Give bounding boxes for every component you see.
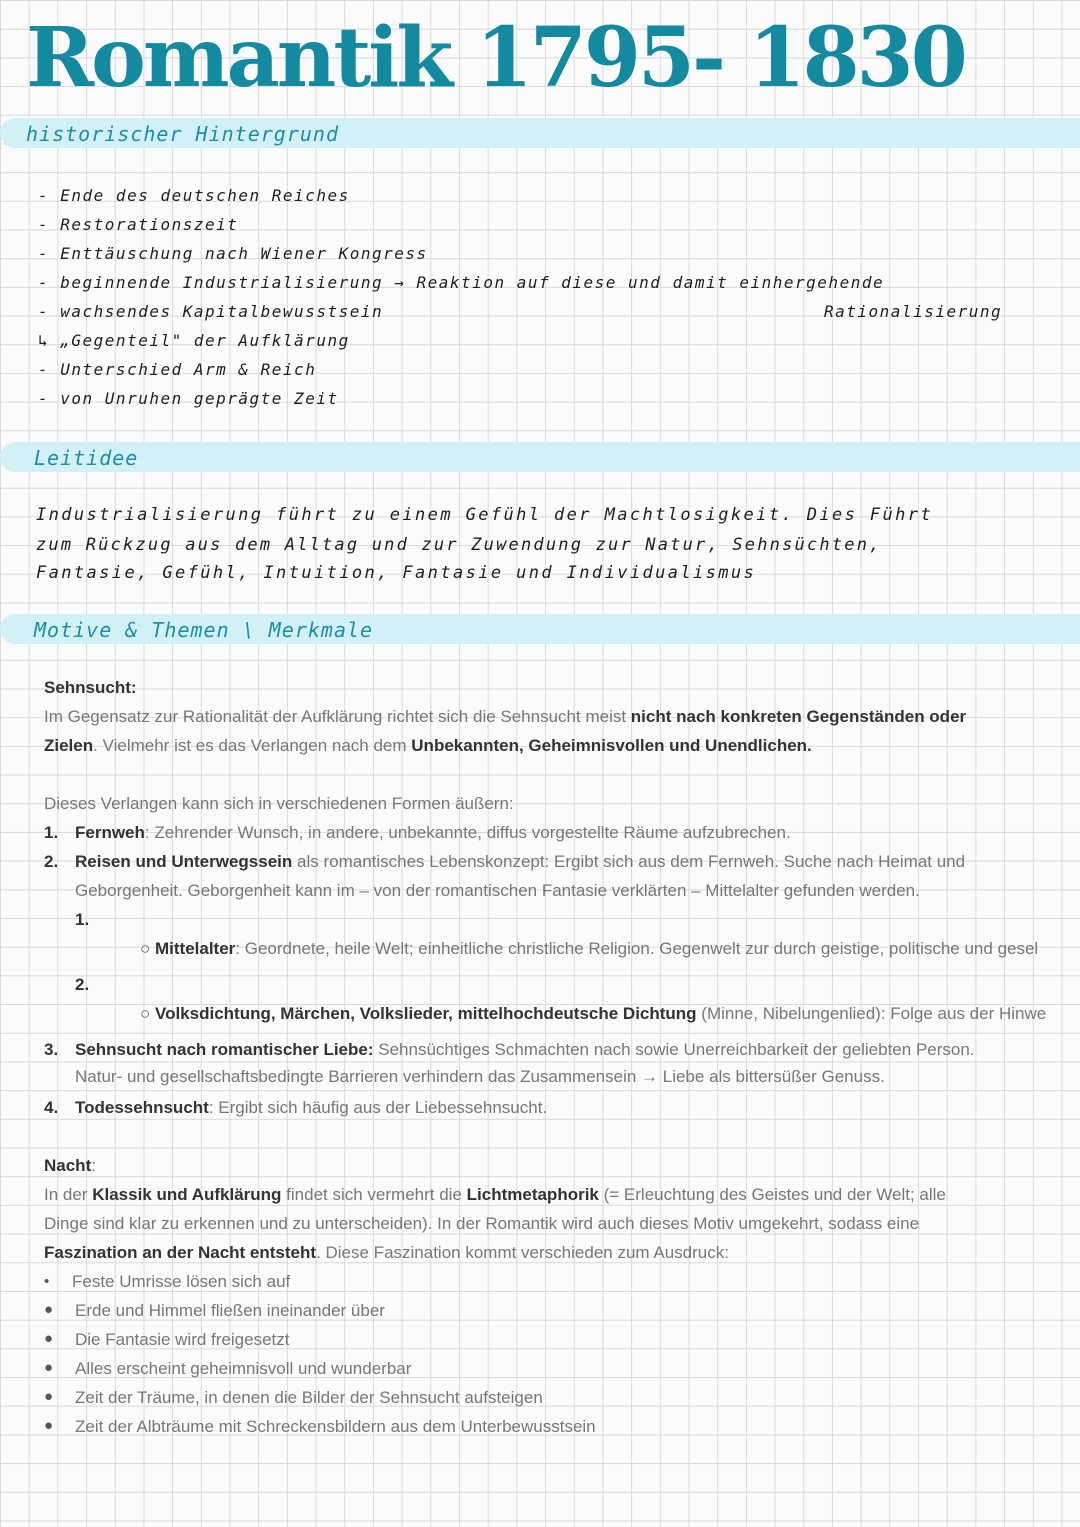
hist-item: - beginnende Industrialisierung → Reaktion auf diese und damit einhergehende	[38, 273, 885, 292]
list-number: 1.	[44, 823, 59, 842]
leitidee-line: zum Rückzug aus dem Alltag und zur Zuwendung zur Natur, Sehnsüchten,	[36, 535, 882, 555]
bullet-icon: ●	[44, 1417, 54, 1434]
leitidee-line: Fantasie, Gefühl, Intuition, Fantasie und Individualismus	[36, 563, 757, 583]
list-item-liebe-cont: Natur- und gesellschaftsbedingte Barrieren verhindern das Zusammensein → Liebe als bittersüßer Genuss.	[75, 1067, 885, 1086]
sublist-item-mittelalter: ○ Mittelalter: Geordnete, heile Welt; einheitliche christliche Religion. Gegenwelt zur durch geistige, politische und gesel	[140, 939, 1039, 958]
bullet-icon: ●	[44, 1301, 54, 1318]
nacht-bullet-item: Erde und Himmel fließen ineinander über	[75, 1301, 385, 1320]
sublist-number: 1.	[75, 910, 90, 929]
list-item-tod: Todessehnsucht: Ergibt sich häufig aus der Liebessehnsucht.	[75, 1098, 548, 1117]
nacht-paragraph-line: In der Klassik und Aufklärung findet sich vermehrt die Lichtmetaphorik (= Erleuchtung des Geistes und der Welt; alle	[44, 1185, 946, 1204]
section-heading-leitidee: Leitidee	[34, 446, 139, 470]
circle-bullet-icon: ○	[140, 939, 155, 958]
section-band-leitidee	[0, 442, 1080, 472]
list-number: 3.	[44, 1040, 59, 1059]
bullet-icon: ●	[44, 1330, 54, 1347]
hist-item: - von Unruhen geprägte Zeit	[38, 389, 339, 408]
nacht-paragraph-line: Faszination an der Nacht entsteht. Diese Faszination kommt verschieden zum Ausdruck:	[44, 1243, 729, 1262]
sehnsucht-intro: Dieses Verlangen kann sich in verschiedenen Formen äußern:	[44, 794, 514, 813]
hist-item: - Restorationszeit	[38, 215, 239, 234]
nacht-paragraph-line: Dinge sind klar zu erkennen und zu unterscheiden). In der Romantik wird auch dieses Motiv umgekehrt, sodass eine	[44, 1214, 920, 1233]
list-item-fernweh: Fernweh: Zehrender Wunsch, in andere, unbekannte, diffus vorgestellte Räume aufzubrechen.	[75, 823, 791, 842]
nacht-heading: Nacht:	[44, 1156, 96, 1175]
sehnsucht-paragraph-line: Im Gegensatz zur Rationalität der Aufklärung richtet sich die Sehnsucht meist nicht nach konkreten Gegenständen oder	[44, 707, 967, 726]
sublist-item-volksdichtung: ○ Volksdichtung, Märchen, Volkslieder, mittelhochdeutsche Dichtung (Minne, Nibelungenlied): Folge aus der Hinwe	[140, 1004, 1047, 1023]
hist-item: ↳ „Gegenteil" der Aufklärung	[38, 331, 350, 350]
nacht-bullet-item: Alles erscheint geheimnisvoll und wunderbar	[75, 1359, 412, 1378]
sehnsucht-paragraph-line: Zielen. Vielmehr ist es das Verlangen nach dem Unbekannten, Geheimnisvollen und Unendlichen.	[44, 736, 812, 755]
bullet-icon: ●	[44, 1388, 54, 1405]
nacht-bullet-item: Zeit der Träume, in denen die Bilder der Sehnsucht aufsteigen	[75, 1388, 543, 1407]
list-item-liebe: Sehnsucht nach romantischer Liebe: Sehnsüchtiges Schmachten nach sowie Unerreichbarkeit der geliebten Person.	[75, 1040, 975, 1059]
hist-item-continuation: Rationalisierung	[824, 302, 1003, 321]
nacht-bullet-item: Feste Umrisse lösen sich auf	[72, 1272, 291, 1291]
bullet-icon: ●	[44, 1359, 54, 1376]
section-heading-historisch: historischer Hintergrund	[26, 122, 339, 146]
nacht-bullet-item: Zeit der Albträume mit Schreckensbildern aus dem Unterbewusstsein	[75, 1417, 596, 1436]
list-number: 4.	[44, 1098, 59, 1117]
sublist-number: 2.	[75, 975, 90, 994]
list-number: 2.	[44, 852, 59, 871]
nacht-bullet-item: Die Fantasie wird freigesetzt	[75, 1330, 290, 1349]
bullet-icon: •	[44, 1273, 50, 1290]
circle-bullet-icon: ○	[140, 1004, 155, 1023]
hist-item: - wachsendes Kapitalbewusstsein	[38, 302, 384, 321]
hist-item: - Enttäuschung nach Wiener Kongress	[38, 244, 428, 263]
section-heading-motive: Motive & Themen \ Merkmale	[34, 618, 374, 642]
list-item-reisen-cont: Geborgenheit. Geborgenheit kann im – von der romantischen Fantasie verklärten – Mittelalter gefunden werden.	[75, 881, 920, 900]
hist-item: - Ende des deutschen Reiches	[38, 186, 350, 205]
hist-item: - Unterschied Arm & Reich	[38, 360, 317, 379]
leitidee-line: Industrialisierung führt zu einem Gefühl der Machtlosigkeit. Dies Führt	[36, 505, 934, 525]
list-item-reisen: Reisen und Unterwegssein als romantisches Lebenskonzept: Ergibt sich aus dem Fernweh. Suche nach Heimat und	[75, 852, 966, 871]
sehnsucht-heading: Sehnsucht:	[44, 678, 137, 697]
page-title: Romantik 1795- 1830	[26, 10, 965, 106]
